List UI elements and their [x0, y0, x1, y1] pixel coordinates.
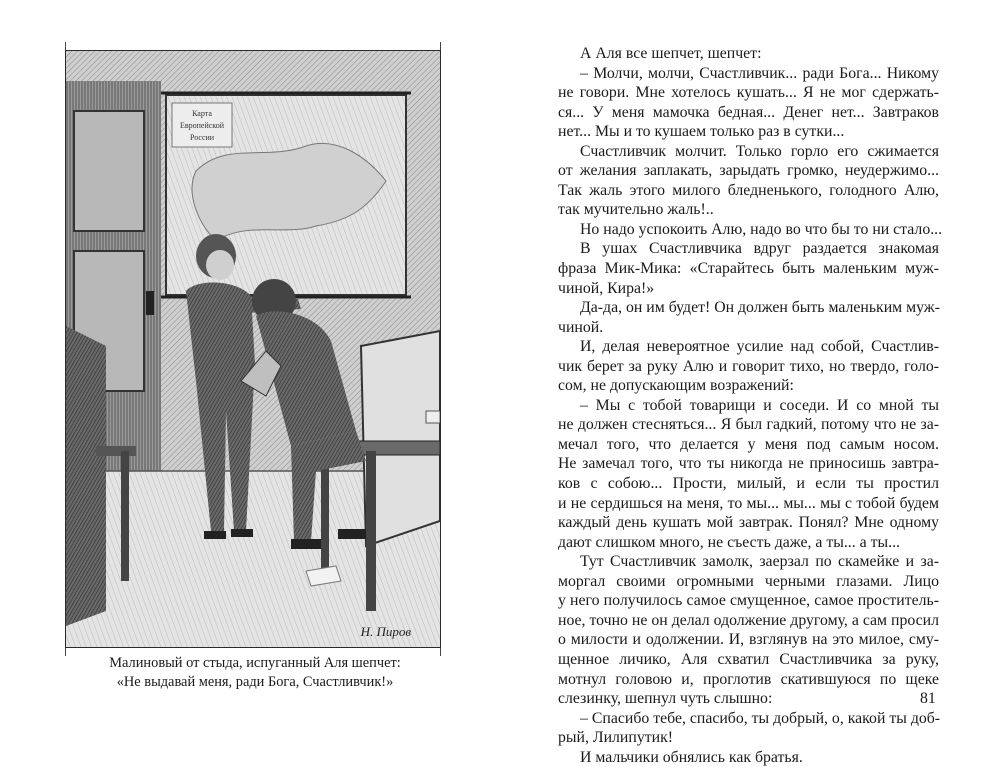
- left-desk: [66, 326, 106, 626]
- text-line: В ушах Счастливчика вдруг раздается знакомая: [580, 240, 939, 258]
- page-number: 81: [920, 690, 936, 707]
- text-line: ное, точно не он делал одолжение другому, а сам просил: [558, 611, 939, 629]
- text-line: моргал своими огромными черными глазами. Лицо: [558, 572, 939, 590]
- text-line: – Спасибо тебе, спасибо, ты добрый, о, какой ты доб-: [580, 709, 941, 727]
- paragraph: [558, 239, 939, 298]
- text-line: каждый день кушать мой завтрак. Понял? Мне одному: [558, 514, 939, 532]
- text-line: сом, не допускающим возражений:: [558, 377, 794, 395]
- text-line: не говори. Мне хотелось кушать... Я не мог сдержать-: [558, 84, 939, 102]
- crop-mark: [65, 42, 66, 50]
- paragraph: [558, 552, 939, 708]
- text-line: чик берет за руку Алю и говорит тихо, но твердо, голо-: [558, 357, 939, 375]
- map-label: Карта: [192, 109, 212, 118]
- text-line: чиной, Кира!»: [558, 279, 655, 297]
- text-line: И, делая невероятное усилие над собой, Счастлив-: [580, 338, 939, 356]
- text-line: так мучительно жаль!..: [558, 201, 714, 219]
- paragraph: [558, 396, 939, 552]
- text-line: мечал того, что делается у меня под самым носом.: [558, 435, 939, 453]
- text-line: – Мы с тобой товарищи и соседи. И со мной ты: [580, 396, 939, 414]
- text-line: щенное личико, Аля схватил Счастливчика за руку,: [558, 650, 939, 668]
- text-line: рый, Лилипутик!: [558, 729, 674, 747]
- text-line: и не сердишься на меня, то мы... мы... мы с тобой будем: [558, 494, 939, 512]
- text-line: А Аля все шепчет, шепчет:: [580, 45, 762, 62]
- text-line: от желания заплакать, зарыдать громко, неудержимо...: [558, 162, 939, 180]
- text-line: – Молчи, молчи, Счастливчик... ради Бога... Никому: [580, 64, 939, 82]
- text-line: Но надо успокоить Алю, надо во что бы то ни стало...: [580, 220, 943, 238]
- text-line: Счастливчик молчит. Только горло его сжимается: [580, 142, 939, 160]
- paragraph: [558, 142, 939, 220]
- text-line: о милости и одолжении. И, взглянув на это милое, сму-: [558, 631, 939, 649]
- paragraph: [558, 337, 939, 396]
- left-page: [0, 0, 500, 750]
- text-line: чиной.: [558, 318, 604, 336]
- artist-signature: Н. Пиров: [360, 624, 411, 639]
- caption-line: Малиновый от стыда, испуганный Аля шепчет:: [109, 655, 401, 671]
- text-line: ков с собою... Прости, милый, и если ты простил: [558, 475, 939, 493]
- paragraph: [558, 709, 939, 748]
- paragraph: [558, 220, 943, 240]
- paragraph: [558, 64, 939, 142]
- illustration-caption: [60, 654, 450, 692]
- text-line: Да-да, он им будет! Он должен быть маленьким муж-: [580, 299, 940, 317]
- text-line: Так жаль этого милого бледненького, голодного Алю,: [558, 181, 939, 199]
- text-line: дают слишком много, не съесть даже, а ты... а ты...: [558, 533, 900, 551]
- text-line: Не замечал того, что ты никогда не приносишь завтра-: [558, 455, 939, 473]
- text-line: И мальчики обнялись как братья.: [580, 748, 803, 766]
- caption-line: «Не выдавай меня, ради Бога, Счастливчик!»: [116, 674, 394, 690]
- paragraph: [558, 44, 939, 64]
- text-line: слезинку, шепнул чуть слышно:: [558, 690, 773, 708]
- text-line: нет... Мы и то кушаем только раз в сутки...: [558, 123, 845, 141]
- text-line: Тут Счастливчик замолк, заерзал по скамейке и за-: [580, 553, 939, 571]
- body-text: [558, 44, 943, 767]
- map-label: России: [189, 133, 215, 142]
- text-line: у него получилось самое смущенное, самое проститель-: [558, 592, 939, 610]
- engraving-illustration: [65, 50, 441, 648]
- paragraph: [558, 748, 939, 767]
- map-label: Европейской: [179, 121, 225, 130]
- text-line: мотнул головою и, проглотив скатившуюся по щеке: [558, 670, 939, 688]
- text-line: фраза Мик-Мика: «Старайтесь быть маленьким муж-: [558, 260, 939, 278]
- paragraph: [558, 298, 939, 337]
- text-line: ся... У меня мамочка бедная... Денег нет... Завтраков: [558, 103, 939, 121]
- crop-mark: [440, 42, 441, 50]
- text-line: не должен стесняться... Я был гадкий, потому что не за-: [558, 416, 939, 434]
